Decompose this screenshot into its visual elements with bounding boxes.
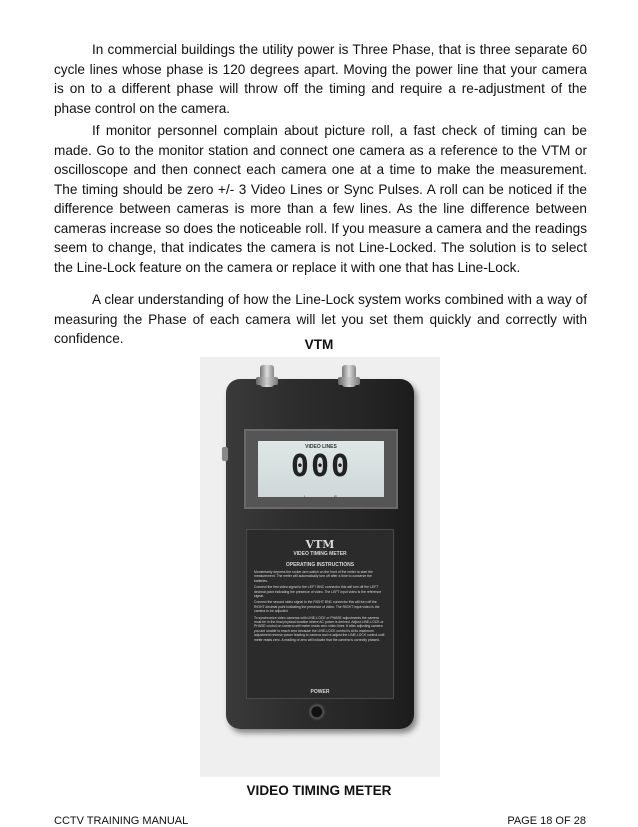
side-jack-icon — [222, 447, 228, 461]
footer-manual-title: CCTV TRAINING MANUAL — [54, 815, 189, 827]
panel-instruction-3: Connect the second video signal to the RIGHT BNC connector this will turn off the RIGHT decimal point indicating the presence of video. The RIGHT input video is the camera to be adjusted. — [254, 600, 380, 614]
lcd-bezel — [244, 429, 398, 509]
lcd-display — [258, 441, 384, 497]
footer-page-number: PAGE 18 OF 28 — [507, 815, 586, 827]
panel-subtitle: VIDEO TIMING METER — [293, 551, 347, 557]
bnc-connector-left-icon — [256, 365, 278, 387]
lcd-reading: 000 — [290, 449, 352, 484]
lcd-mark-right: R — [334, 494, 337, 499]
panel-heading: OPERATING INSTRUCTIONS — [285, 562, 355, 568]
panel-instruction-4: To synchronize video cameras with LINE-LOCK or PHASE adjustments the camera must be in the final physical location where AC power is derived. Adjust LINE-LOCK or PHASE control on camera until meter reads zero video lines. If after adjusting camera you are unable to reach zero because the LINE-LOCK control is at its maximum adjustment reverse power leading to camera and re-adjust the LINE-LOCK control until meter reads zero. A reading of zero will indicate that the camera is correctly phased. — [254, 615, 385, 642]
bnc-connector-right-icon — [338, 365, 360, 387]
vtm-device-photo — [200, 357, 440, 777]
paragraph-three-phase: In commercial buildings the utility power is Three Phase, that is three separate 60 cycle lines whose phase is 120 degrees apart. Moving the power line that your camera is on to a different phase will throw off the timing and require a re-adjustment of the phase control on the camera. — [54, 42, 587, 116]
vtm-device-body — [226, 379, 414, 729]
paragraph-line-lock-summary: A clear understanding of how the Line-Lock system works combined with a way of measuring the Phase of each camera will let you set them quickly and correctly with confidence. — [54, 292, 587, 346]
lcd-mark-left: L — [304, 494, 307, 499]
figure-caption-top: VTM — [304, 337, 334, 352]
power-button-icon — [306, 703, 330, 725]
paragraph-picture-roll: If monitor personnel complain about picture roll, a fast check of timing can be made. Go to the monitor station and connect one camera as a reference to the VTM or oscilloscope and then connect each camera one at a time to make the measurement. The timing should be zero +/- 3 Video Lines or Sync Pulses. A roll can be noticed if the difference between cameras is more than a few lines. As the line difference between cameras increase so does the noticeable roll. If you measure a camera and the readings seem to change, that indicates the camera is not Line-Locked. The solution is to select the Line-Lock feature on the camera or replace it with one that has Line-Lock. — [54, 123, 587, 275]
figure-caption-bottom: VIDEO TIMING METER — [246, 783, 392, 798]
panel-instruction-1: Momentarily depress the rocker-arm switch on the front of the meter to start the measurement. The meter will automatically turn off after a time to conserve the batteries. — [254, 570, 373, 583]
lcd-label: VIDEO LINES — [305, 444, 337, 450]
panel-instruction-2: Connect the first video signal to the LEFT BNC connector this will turn off the LEFT decimal point indicating the presence of video. The LEFT input video is the reference signal. — [254, 585, 382, 599]
instruction-panel — [246, 529, 394, 699]
panel-title: VTM — [305, 538, 335, 551]
panel-power-label: POWER — [310, 689, 330, 695]
